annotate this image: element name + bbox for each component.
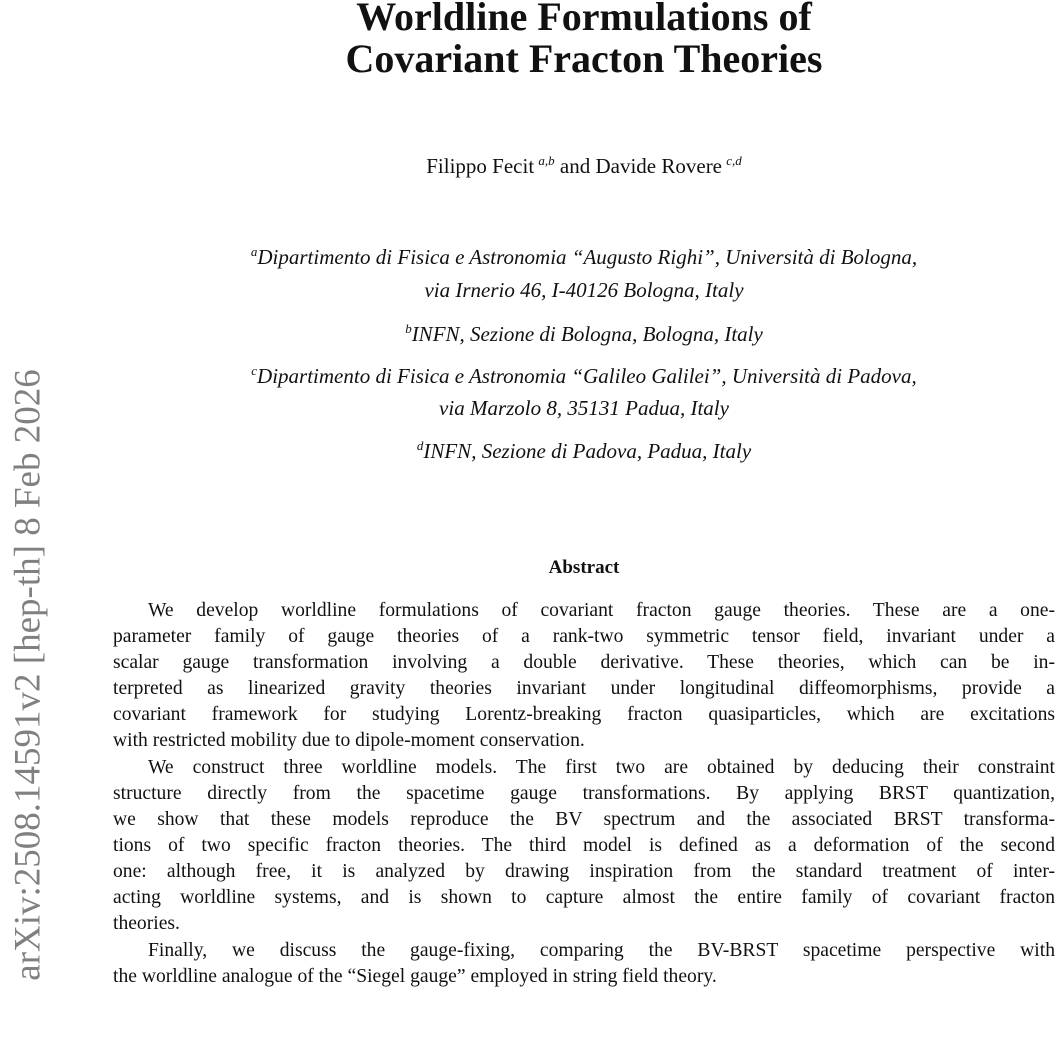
affiliation-mark: c bbox=[251, 363, 258, 378]
author-list bbox=[113, 154, 1055, 179]
author-affiliation-marks: c,d bbox=[726, 153, 742, 168]
author-name: Davide Rovere bbox=[595, 154, 723, 178]
abstract-line: theories. bbox=[113, 913, 180, 934]
affiliation-text: INFN, Sezione di Padova, Padua, Italy bbox=[423, 439, 752, 463]
affiliation-mark: d bbox=[416, 438, 424, 453]
abstract-line: Finally, we discuss the gauge-fixing, comparing the BV-BRST spacetime perspective with bbox=[148, 940, 1055, 961]
affiliation-text: INFN, Sezione di Bologna, Bologna, Italy bbox=[411, 322, 763, 346]
affiliation-c bbox=[113, 364, 1055, 389]
abstract-line: with restricted mobility due to dipole-moment conservation. bbox=[113, 730, 585, 751]
affiliation-d bbox=[113, 439, 1055, 464]
arxiv-identifier: arXiv:2508.14591v2 [hep-th] 8 Feb 2026 bbox=[7, 369, 49, 981]
affiliation-c-address: via Marzolo 8, 35131 Padua, Italy bbox=[439, 396, 729, 420]
affiliation-a-address: via Irnerio 46, I-40126 Bologna, Italy bbox=[424, 278, 744, 302]
abstract-line: acting worldline systems, and is shown to capture almost the entire family of covariant fracton bbox=[113, 887, 1055, 908]
abstract-line: We develop worldline formulations of covariant fracton gauge theories. These are a one- bbox=[148, 600, 1055, 621]
abstract-line: one: although free, it is analyzed by drawing inspiration from the standard treatment of inter- bbox=[113, 861, 1055, 882]
abstract-line: scalar gauge transformation involving a double derivative. These theories, which can be in- bbox=[113, 652, 1055, 673]
affiliation-a bbox=[113, 245, 1055, 270]
abstract-line: the worldline analogue of the “Siegel gauge” employed in string field theory. bbox=[113, 966, 717, 987]
abstract-line: structure directly from the spacetime gauge transformations. By applying BRST quantization, bbox=[113, 783, 1055, 804]
affiliation-b bbox=[113, 322, 1055, 347]
abstract-heading: Abstract bbox=[548, 557, 620, 578]
abstract-line: terpreted as linearized gravity theories invariant under longitudinal diffeomorphisms, provide a bbox=[113, 678, 1055, 699]
affiliation-mark: a bbox=[250, 244, 258, 259]
author-name: Filippo Fecit bbox=[426, 154, 535, 178]
author-connector: and bbox=[559, 154, 591, 178]
affiliation-text: Dipartimento di Fisica e Astronomia “Augusto Righi”, Università di Bologna, bbox=[257, 245, 918, 269]
abstract-line: We construct three worldline models. The first two are obtained by deducing their constraint bbox=[148, 757, 1055, 778]
author-affiliation-marks: a,b bbox=[538, 153, 555, 168]
abstract-line: tions of two specific fracton theories. The third model is defined as a deformation of the second bbox=[113, 835, 1055, 856]
abstract-line: covariant framework for studying Lorentz-breaking fracton quasiparticles, which are excitations bbox=[113, 704, 1055, 725]
abstract-line: parameter family of gauge theories of a rank-two symmetric tensor field, invariant under a bbox=[113, 626, 1055, 647]
abstract-line: we show that these models reproduce the BV spectrum and the associated BRST transforma- bbox=[113, 809, 1055, 830]
paper-title-line-2: Covariant Fracton Theories bbox=[345, 36, 823, 81]
affiliation-mark: b bbox=[405, 321, 412, 336]
paper-title-line-1: Worldline Formulations of bbox=[356, 0, 812, 39]
affiliation-text: Dipartimento di Fisica e Astronomia “Galileo Galilei”, Università di Padova, bbox=[257, 364, 917, 388]
